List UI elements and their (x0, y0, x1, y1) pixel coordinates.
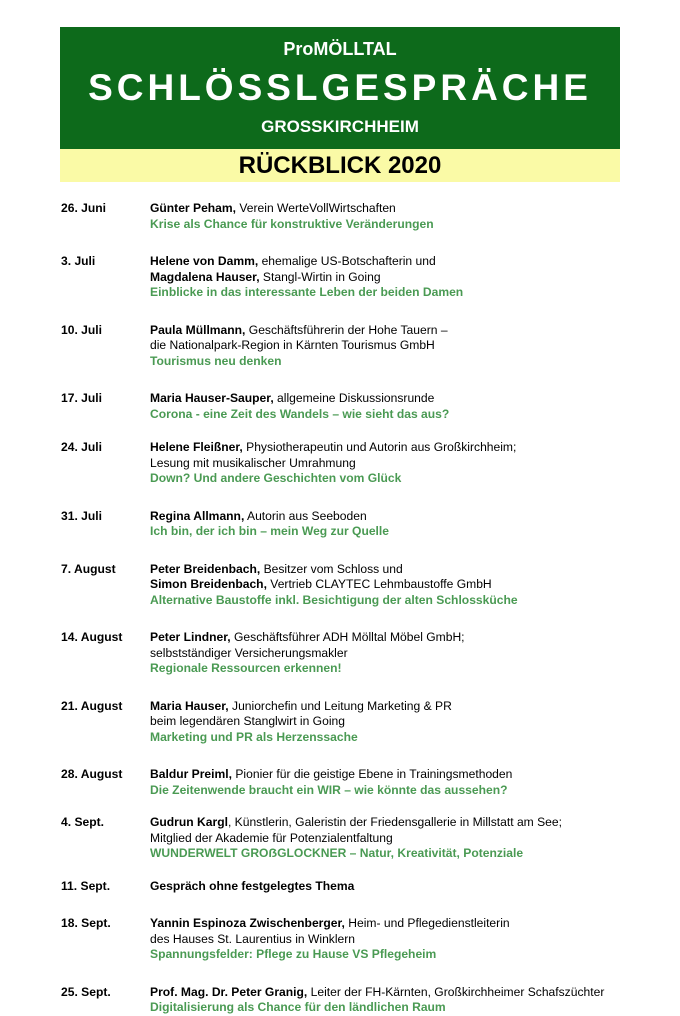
speaker-name: Regina Allmann, (150, 508, 245, 523)
event-date: 25. Sept. (61, 984, 111, 999)
event-item (61, 440, 641, 487)
speaker-name: Günter Peham, (150, 201, 237, 215)
speaker-info: Heim- und Pflegedienstleiterin (344, 916, 510, 930)
event-line (150, 509, 641, 525)
event-date: 3. Juli (61, 254, 96, 268)
speaker-info: Stangl-Wirtin in Going (259, 269, 381, 284)
event-topic: Tourismus neu denken (150, 353, 282, 368)
speaker-info: Besitzer vom Schloss und (260, 561, 403, 576)
speaker-info: Geschäftsführer ADH Mölltal Möbel GmbH; (230, 630, 465, 644)
event-item (61, 323, 641, 370)
speaker-info: Vertrieb CLAYTEC Lehmbaustoffe GmbH (266, 577, 492, 591)
speaker-info: Mitglied der Akademie für Potenzialentfaltung (150, 830, 393, 845)
event-item (61, 916, 641, 963)
speaker-info: Pionier für die geistige Ebene in Trainingsmethoden (232, 767, 513, 781)
speaker-info: , Künstlerin, Galeristin der Friedensgallerie in Millstatt am See; (227, 815, 562, 829)
speaker-info: Juniorchefin und Leitung Marketing & PR (228, 698, 452, 713)
speaker-info: ehemalige US-Botschafterin und (258, 254, 436, 268)
review-band: RÜCKBLICK 2020 (60, 149, 620, 182)
event-description (150, 391, 641, 422)
event-date: 24. Juli (61, 440, 103, 454)
event-item (61, 562, 641, 609)
event-item (61, 509, 641, 540)
event-line (150, 440, 641, 456)
event-line (150, 391, 641, 407)
speaker-name: Yannin Espinoza Zwischenberger, (150, 916, 345, 930)
event-line (150, 932, 641, 948)
speaker-name: Helene Fleißner, (150, 440, 243, 454)
speaker-info: Leiter der FH-Kärnten, Großkirchheimer Schafszüchter (307, 984, 605, 999)
speaker-name: Maria Hauser, (150, 698, 229, 713)
event-topic: Spannungsfelder: Pflege zu Hause VS Pflegeheim (150, 947, 437, 961)
event-date: 4. Sept. (61, 815, 105, 829)
event-line (150, 201, 641, 217)
event-topic: WUNDERWELT GROẞGLOCKNER – Natur, Kreativität, Potenziale (150, 846, 524, 860)
event-line (150, 646, 641, 662)
event-description (150, 562, 641, 609)
event-line (150, 323, 641, 339)
event-line (150, 714, 641, 730)
event-item (61, 630, 641, 677)
event-line (150, 767, 641, 783)
page-title: SCHLÖSSLGESPRÄCHE (88, 67, 592, 108)
event-topic: Marketing und PR als Herzenssache (150, 729, 358, 744)
event-topic: Krise als Chance für konstruktive Veränderungen (150, 216, 434, 231)
speaker-name: Helene von Damm, (150, 254, 259, 268)
speaker-info: Verein WerteVollWirtschaften (236, 201, 396, 215)
event-description (150, 630, 641, 677)
page-subtitle: GROSSKIRCHHEIM (261, 117, 419, 136)
speaker-name: Paula Müllmann, (150, 322, 246, 337)
event-date: 17. Juli (61, 391, 103, 405)
brand-name: ProMÖLLTAL (283, 39, 397, 59)
event-topic: Ich bin, der ich bin – mein Weg zur Quelle (150, 524, 390, 538)
events-list (61, 201, 641, 1016)
speaker-info: Geschäftsführerin der Hohe Tauern – (245, 322, 448, 337)
event-item (61, 699, 641, 746)
event-topic: Die Zeitenwende braucht ein WIR – wie könnte das aussehen? (150, 782, 508, 797)
event-description (150, 985, 641, 1016)
event-topic: Einblicke in das interessante Leben der beiden Damen (150, 285, 464, 299)
speaker-info: Autorin aus Seeboden (244, 508, 367, 523)
event-date: 10. Juli (61, 322, 103, 337)
event-line (150, 916, 641, 932)
event-item (61, 391, 641, 422)
event-description (150, 254, 641, 301)
event-date: 31. Juli (61, 508, 103, 523)
event-line (150, 577, 641, 593)
event-topic: Alternative Baustoffe inkl. Besichtigung der alten Schlossküche (150, 592, 518, 607)
event-item (61, 879, 641, 895)
speaker-name: Peter Breidenbach, (150, 561, 261, 576)
event-description (150, 323, 641, 370)
event-description (150, 509, 641, 540)
speaker-name: Peter Lindner, (150, 630, 231, 644)
event-line (150, 985, 641, 1001)
event-line (150, 562, 641, 578)
event-item (61, 767, 641, 798)
speaker-name: Gudrun Kargl (150, 815, 228, 829)
event-item (61, 254, 641, 301)
event-item (61, 985, 641, 1016)
speaker-info: allgemeine Diskussionsrunde (273, 391, 435, 405)
event-line (150, 338, 641, 354)
header-banner (60, 27, 620, 149)
event-topic: Regionale Ressourcen erkennen! (150, 661, 342, 675)
speaker-name: Maria Hauser-Sauper, (150, 391, 274, 405)
event-line (150, 879, 641, 895)
event-date: 7. August (61, 561, 116, 576)
event-line (150, 456, 641, 472)
event-line (150, 815, 641, 831)
speaker-name: Simon Breidenbach, (150, 577, 267, 591)
event-description (150, 767, 641, 798)
event-line (150, 630, 641, 646)
event-description (150, 815, 641, 862)
event-line (150, 254, 641, 270)
event-topic: Down? Und andere Geschichten vom Glück (150, 471, 402, 485)
speaker-name: Magdalena Hauser, (150, 269, 260, 284)
event-description (150, 916, 641, 963)
event-date: 11. Sept. (61, 878, 111, 893)
event-item (61, 201, 641, 232)
event-description (150, 699, 641, 746)
event-date: 26. Juni (61, 201, 107, 215)
speaker-info: die Nationalpark-Region in Kärnten Tourismus GmbH (150, 338, 435, 352)
event-line (150, 699, 641, 715)
event-date: 21. August (61, 698, 123, 713)
event-description (150, 879, 641, 895)
event-item (61, 815, 641, 862)
event-line (150, 831, 641, 847)
event-description (150, 440, 641, 487)
event-line (150, 270, 641, 286)
event-date: 28. August (61, 767, 123, 781)
speaker-info: Physiotherapeutin und Autorin aus Großkirchheim; (242, 440, 517, 454)
event-topic: Corona - eine Zeit des Wandels – wie sieht das aus? (150, 406, 450, 421)
event-date: 18. Sept. (61, 916, 111, 930)
speaker-name: Prof. Mag. Dr. Peter Granig, (150, 984, 308, 999)
speaker-info: selbstständiger Versicherungsmakler (150, 645, 348, 660)
event-description (150, 201, 641, 232)
speaker-info: beim legendären Stanglwirt in Going (150, 714, 345, 728)
speaker-name: Gespräch ohne festgelegtes Thema (150, 878, 355, 893)
speaker-info: des Hauses St. Laurentius in Winklern (150, 931, 356, 946)
event-topic: Digitalisierung als Chance für den ländlichen Raum (150, 1000, 446, 1014)
speaker-info: Lesung mit musikalischer Umrahmung (150, 455, 356, 470)
event-date: 14. August (61, 630, 123, 644)
speaker-name: Baldur Preiml, (150, 767, 232, 781)
